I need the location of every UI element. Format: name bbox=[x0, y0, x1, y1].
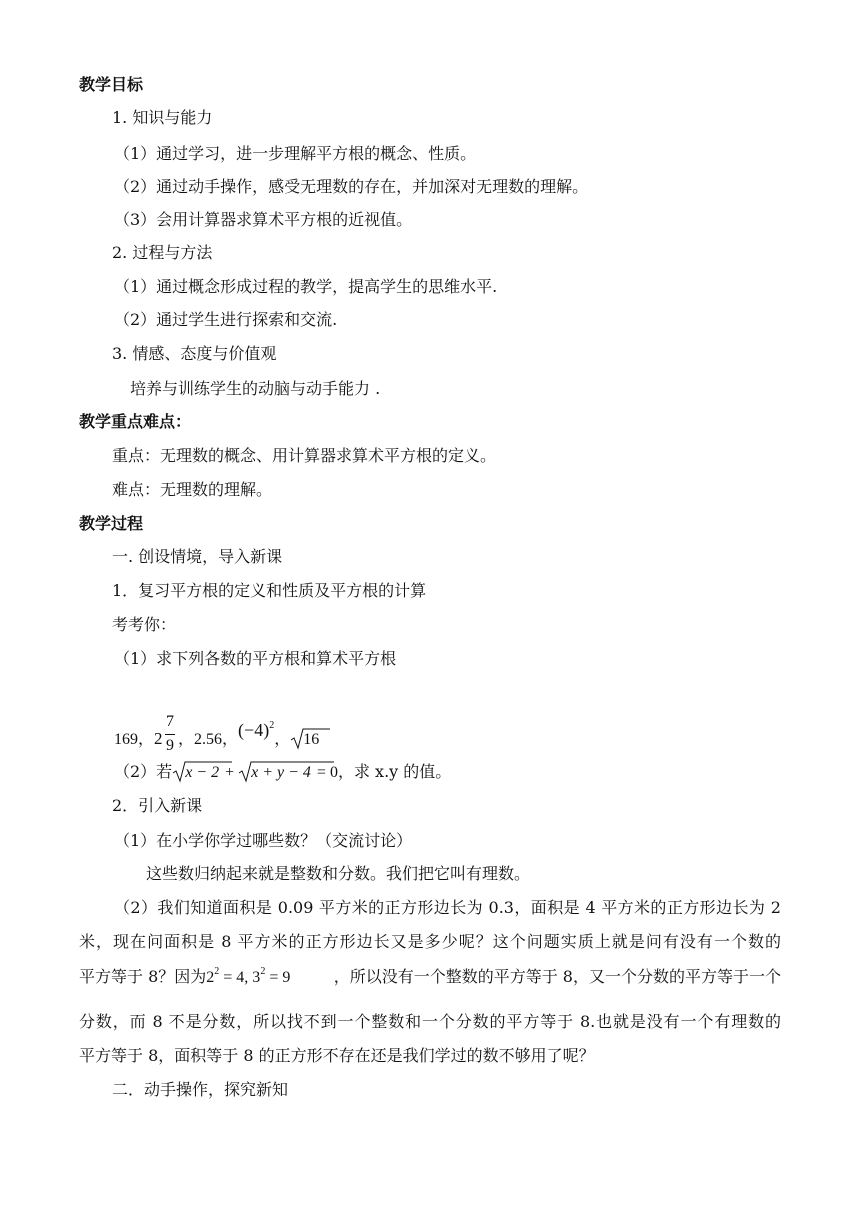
objective-item: （2）通过学生进行探索和交流. bbox=[114, 310, 338, 329]
paragraph-text: 平方等于 8？因为 bbox=[79, 967, 207, 986]
power-expression bbox=[238, 721, 274, 740]
radical-sign bbox=[172, 760, 232, 784]
objective-item: （1）通过概念形成过程的教学，提高学生的思维水平. bbox=[114, 277, 498, 296]
radical-sign bbox=[238, 760, 334, 784]
subheading-attitude: 3. 情感、态度与价值观 bbox=[112, 344, 277, 363]
sqrt-x-minus-2: x − 2 bbox=[172, 764, 221, 781]
quiz-question-2 bbox=[114, 764, 451, 781]
paragraph-line: 分数，而 8 不是分数，所以找不到一个整数和一个分数的平方等于 8.也就是没有一个有理数的 bbox=[79, 1012, 781, 1031]
quiz-label: 考考你： bbox=[112, 615, 177, 634]
condition-prefix: （2）若 bbox=[114, 762, 173, 781]
heading-process: 教学过程 bbox=[79, 514, 144, 533]
sqrt-x-plus-y-minus-4: x + y − 4 bbox=[238, 764, 313, 781]
fraction-numerator: 7 bbox=[166, 713, 175, 730]
mixed-fraction bbox=[154, 713, 178, 756]
quiz-question: （1）求下列各数的平方根和算术平方根 bbox=[114, 649, 397, 668]
subheading-knowledge: 1. 知识与能力 bbox=[112, 108, 213, 127]
paragraph-line: 米，现在问面积是 8 平方米的正方形边长又是多少呢？这个问题实质上就是问有没有一个数的 bbox=[79, 932, 781, 951]
heading-objectives: 教学目标 bbox=[79, 75, 144, 94]
fraction-denominator: 9 bbox=[166, 737, 175, 754]
quiz-numbers-line bbox=[114, 713, 321, 756]
sqrt-16: 16 bbox=[290, 731, 321, 748]
number-169: 169， bbox=[114, 731, 155, 748]
paren-base: (−4) bbox=[238, 720, 270, 740]
keypoint-text: 重点：无理数的概念、用计算器求算术平方根的定义。 bbox=[112, 446, 497, 465]
paragraph-line: 平方等于 8，面积等于 8 的正方形不存在还是我们学过的数不够用了呢？ bbox=[79, 1046, 595, 1065]
objective-item: （2）通过动手操作，感受无理数的存在，并加深对无理数的理解。 bbox=[114, 177, 589, 196]
objective-item: 培养与训练学生的动脑与动手能力 . bbox=[130, 379, 381, 398]
paragraph-line-math bbox=[79, 966, 781, 986]
condition-suffix: ，求 x.y 的值。 bbox=[337, 762, 452, 781]
fraction-whole: 2 bbox=[154, 729, 163, 748]
separator: ， bbox=[274, 729, 291, 748]
difficulty-text: 难点：无理数的理解。 bbox=[112, 480, 273, 499]
equation-2-squared: $2^2 = 4$, $3^2 = 9$ bbox=[206, 966, 291, 986]
objective-item: （1）通过学习，进一步理解平方根的概念、性质。 bbox=[114, 144, 477, 163]
paragraph-text: ，所以没有一个整数的平方等于 8，又一个分数的平方等于一个 bbox=[333, 967, 781, 986]
number-2-56: 2.56， bbox=[194, 731, 239, 748]
intro-answer: 这些数归纳起来就是整数和分数。我们把它叫有理数。 bbox=[146, 864, 531, 883]
heading-keypoints: 教学重点难点： bbox=[79, 412, 192, 431]
objective-item: （3）会用计算器求算术平方根的近视值。 bbox=[114, 210, 413, 229]
step-subheading: 1．复习平方根的定义和性质及平方根的计算 bbox=[112, 581, 427, 600]
equals-zero: = 0 bbox=[312, 764, 338, 781]
step-heading: 二．动手操作，探究新知 bbox=[112, 1080, 289, 1099]
fraction-bar bbox=[165, 734, 175, 735]
plus-sign: + bbox=[221, 764, 239, 781]
step-heading: 一. 创设情境，导入新课 bbox=[112, 547, 283, 566]
intro-question: （1）在小学你学过哪些数？（交流讨论） bbox=[114, 831, 413, 850]
paragraph-line: （2）我们知道面积是 0.09 平方米的正方形边长为 0.3，面积是 4 平方米的正方形边长为 2 bbox=[114, 898, 781, 917]
subheading-process-method: 2. 过程与方法 bbox=[112, 243, 213, 262]
exponent: 2 bbox=[269, 720, 275, 731]
radical-sign bbox=[290, 727, 330, 751]
separator: ， bbox=[178, 729, 195, 748]
step-subheading: 2．引入新课 bbox=[112, 796, 203, 815]
